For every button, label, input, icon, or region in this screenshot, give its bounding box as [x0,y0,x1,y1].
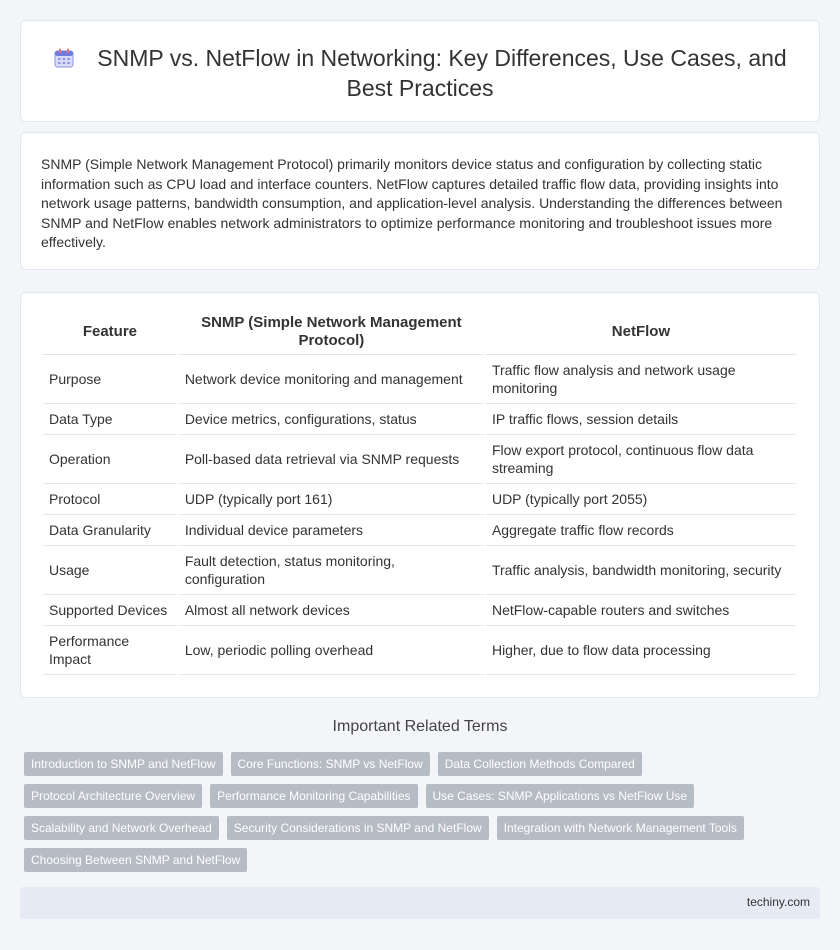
table-row [43,626,796,675]
cell-netflow: Flow export protocol, continuous flow data streaming [486,435,796,484]
cell-snmp: Almost all network devices [179,595,484,626]
tag-row [24,848,824,872]
cell-netflow: Higher, due to flow data processing [486,626,796,675]
footer-brand-link[interactable]: techiny.com [746,895,810,909]
comparison-card [20,292,820,698]
header-card [20,20,820,122]
tag-link[interactable]: Use Cases: SNMP Applications vs NetFlow Use [426,784,695,808]
table-row [43,484,796,515]
tag-link[interactable]: Security Considerations in SNMP and NetFlow [227,816,489,840]
footer [20,887,820,919]
header-netflow: NetFlow [486,309,796,355]
tag-row [24,784,824,808]
tag-link[interactable]: Choosing Between SNMP and NetFlow [24,848,247,872]
cell-snmp: Network device monitoring and management [179,355,484,404]
comparison-table [41,309,798,675]
title-wrap [21,43,819,103]
intro-card [20,132,820,270]
cell-feature: Usage [43,546,177,595]
table-row [43,435,796,484]
tag-link[interactable]: Introduction to SNMP and NetFlow [24,752,223,776]
cell-snmp: UDP (typically port 161) [179,484,484,515]
cell-feature: Data Granularity [43,515,177,546]
cell-snmp: Individual device parameters [179,515,484,546]
cell-feature: Protocol [43,484,177,515]
cell-netflow: Traffic flow analysis and network usage monitoring [486,355,796,404]
tag-row [24,752,824,776]
calendar-icon [53,47,75,69]
intro-paragraph: SNMP (Simple Network Management Protocol) primarily monitors device status and configuration by collecting static information such as CPU load and interface counters. NetFlow captures detailed traffic flow data, providing insights into network usage patterns, bandwidth consumption, and application-level analysis. Understanding the differences between SNMP and NetFlow enables network administrators to optimize performance monitoring and troubleshoot issues more effectively. [41,156,783,250]
related-terms-title: Important Related Terms [332,718,508,735]
cell-snmp: Device metrics, configurations, status [179,404,484,435]
tag-link[interactable]: Core Functions: SNMP vs NetFlow [231,752,430,776]
cell-feature: Purpose [43,355,177,404]
cell-feature: Operation [43,435,177,484]
cell-snmp: Poll-based data retrieval via SNMP requests [179,435,484,484]
cell-snmp: Low, periodic polling overhead [179,626,484,675]
cell-netflow: Aggregate traffic flow records [486,515,796,546]
table-row [43,595,796,626]
table-row [43,404,796,435]
header-feature: Feature [43,309,177,355]
table-row [43,546,796,595]
related-terms-tags [24,752,824,880]
cell-netflow: IP traffic flows, session details [486,404,796,435]
cell-netflow: UDP (typically port 2055) [486,484,796,515]
cell-netflow: Traffic analysis, bandwidth monitoring, security [486,546,796,595]
tag-link[interactable]: Scalability and Network Overhead [24,816,219,840]
cell-feature: Supported Devices [43,595,177,626]
cell-snmp: Fault detection, status monitoring, configuration [179,546,484,595]
table-row [43,355,796,404]
cell-feature: Data Type [43,404,177,435]
tag-row [24,816,824,840]
tag-link[interactable]: Data Collection Methods Compared [438,752,642,776]
cell-netflow: NetFlow-capable routers and switches [486,595,796,626]
table-header-row [43,309,796,355]
page-title [41,43,799,103]
header-snmp: SNMP (Simple Network Management Protocol) [179,309,484,355]
table-row [43,515,796,546]
tag-link[interactable]: Performance Monitoring Capabilities [210,784,417,808]
tag-link[interactable]: Protocol Architecture Overview [24,784,202,808]
cell-feature: Performance Impact [43,626,177,675]
page-title-text: SNMP vs. NetFlow in Networking: Key Differences, Use Cases, and Best Practices [97,45,787,101]
tag-link[interactable]: Integration with Network Management Tools [497,816,744,840]
